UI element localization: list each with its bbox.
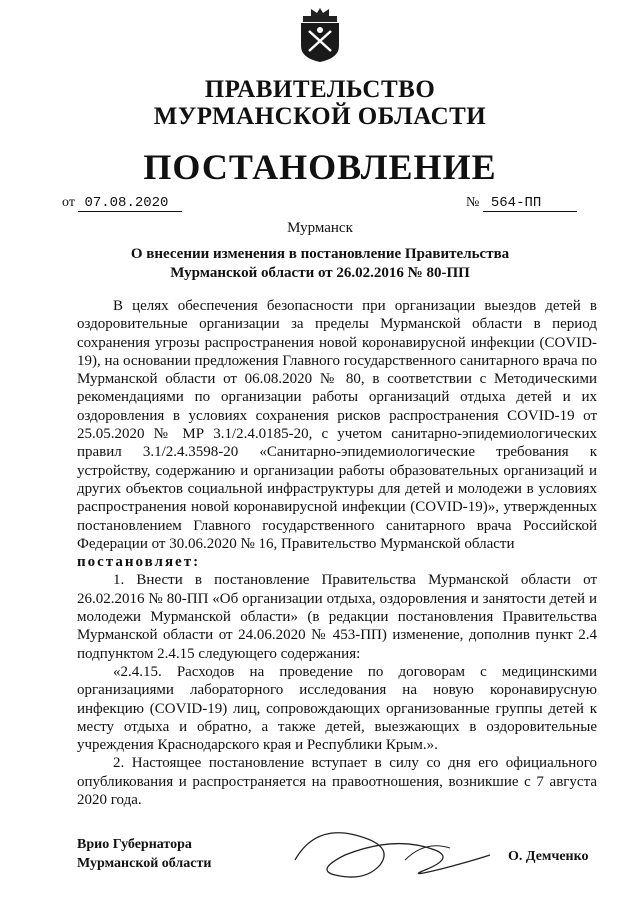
- government-line1: ПРАВИТЕЛЬСТВО: [204, 76, 436, 103]
- signatory-position: [77, 835, 211, 873]
- date-line: [62, 195, 182, 212]
- position-line1: Врио Губернатора: [77, 837, 192, 852]
- document-body: [77, 297, 597, 809]
- city: Мурманск: [287, 220, 353, 236]
- item1-paragraph: 1. Внести в постановление Правительства Мурманской области от 26.02.2016 № 80-ПП «Об организации отдыха, оздоровления и занятости детей и молодежи Мурманской области» (в редакции постановления Правительства Мурманской области от 24.06.2020 № 453-ПП) изменение, дополнив пункт 2.4 подпунктом 2.4.15 следующего содержания:: [77, 572, 597, 662]
- document-subject: [0, 245, 640, 283]
- postanovlyaet-word: постановляет:: [77, 554, 201, 571]
- document-number: 564-ПП: [483, 195, 577, 212]
- number-prefix: №: [466, 195, 480, 210]
- government-line2: МУРМАНСКОЙ ОБЛАСТИ: [153, 103, 487, 130]
- postanovlyaet-paragraph: [77, 553, 597, 571]
- preamble-paragraph: В целях обеспечения безопасности при организации выездов детей в оздоровительные организации за пределы Мурманской области в период сохранения угрозы распространения новой коронавирусной инфекции (COVID-19), на основании предложения Главного государственного санитарного врача по Мурманской области от 06.08.2020 № 80, в соответствии с Методическими рекомендациями по организации работы организаций отдыха детей и их оздоровления в условиях сохранения рисков распространения COVID-19 от 25.05.2020 № МР 3.1/2.4.0185-20, с учетом санитарно-эпидемиологических правил 3.1/2.4.3598-20 «Санитарно-эпидемиологические требования к устройству, содержанию и организации работы образовательных организаций и других объектов социальной инфраструктуры для детей и молодежи в условиях распространения новой коронавирусной инфекции (COVID-19)», утвержденных постановлением Главного государственного санитарного врача Российской Федерации от 30.06.2020 № 16, Правительство Мурманской области: [77, 298, 597, 552]
- subject-line2: Мурманской области от 26.02.2016 № 80-ПП: [170, 265, 470, 281]
- item1-quote-paragraph: «2.4.15. Расходов на проведение по договорам с медицинскими организациями лабораторного исследования на новую коронавирусную инфекцию (COVID-19) лиц, сопровождающих организованные группы детей к месту отдыха и обратно, а также детей, выезжающих в оздоровительные учреждения Краснодарского края и Республики Крым.».: [77, 663, 597, 754]
- coat-of-arms-emblem: [297, 6, 343, 64]
- subject-line1: О внесении изменения в постановление Правительства: [130, 246, 510, 262]
- document-type-title: ПОСТАНОВЛЕНИЕ: [143, 147, 497, 187]
- position-line2: Мурманской области: [77, 856, 212, 871]
- number-line: [466, 195, 577, 212]
- date-prefix: от: [62, 195, 75, 210]
- item2-paragraph: 2. Настоящее постановление вступает в силу со дня его официального опубликования и распространяется на правоотношения, возникшие с 7 августа 2020 года.: [77, 755, 597, 809]
- signatory-name: О. Демченко: [508, 849, 589, 864]
- document-date: 07.08.2020: [78, 195, 182, 212]
- government-heading: [0, 76, 640, 130]
- handwritten-signature: [285, 820, 495, 890]
